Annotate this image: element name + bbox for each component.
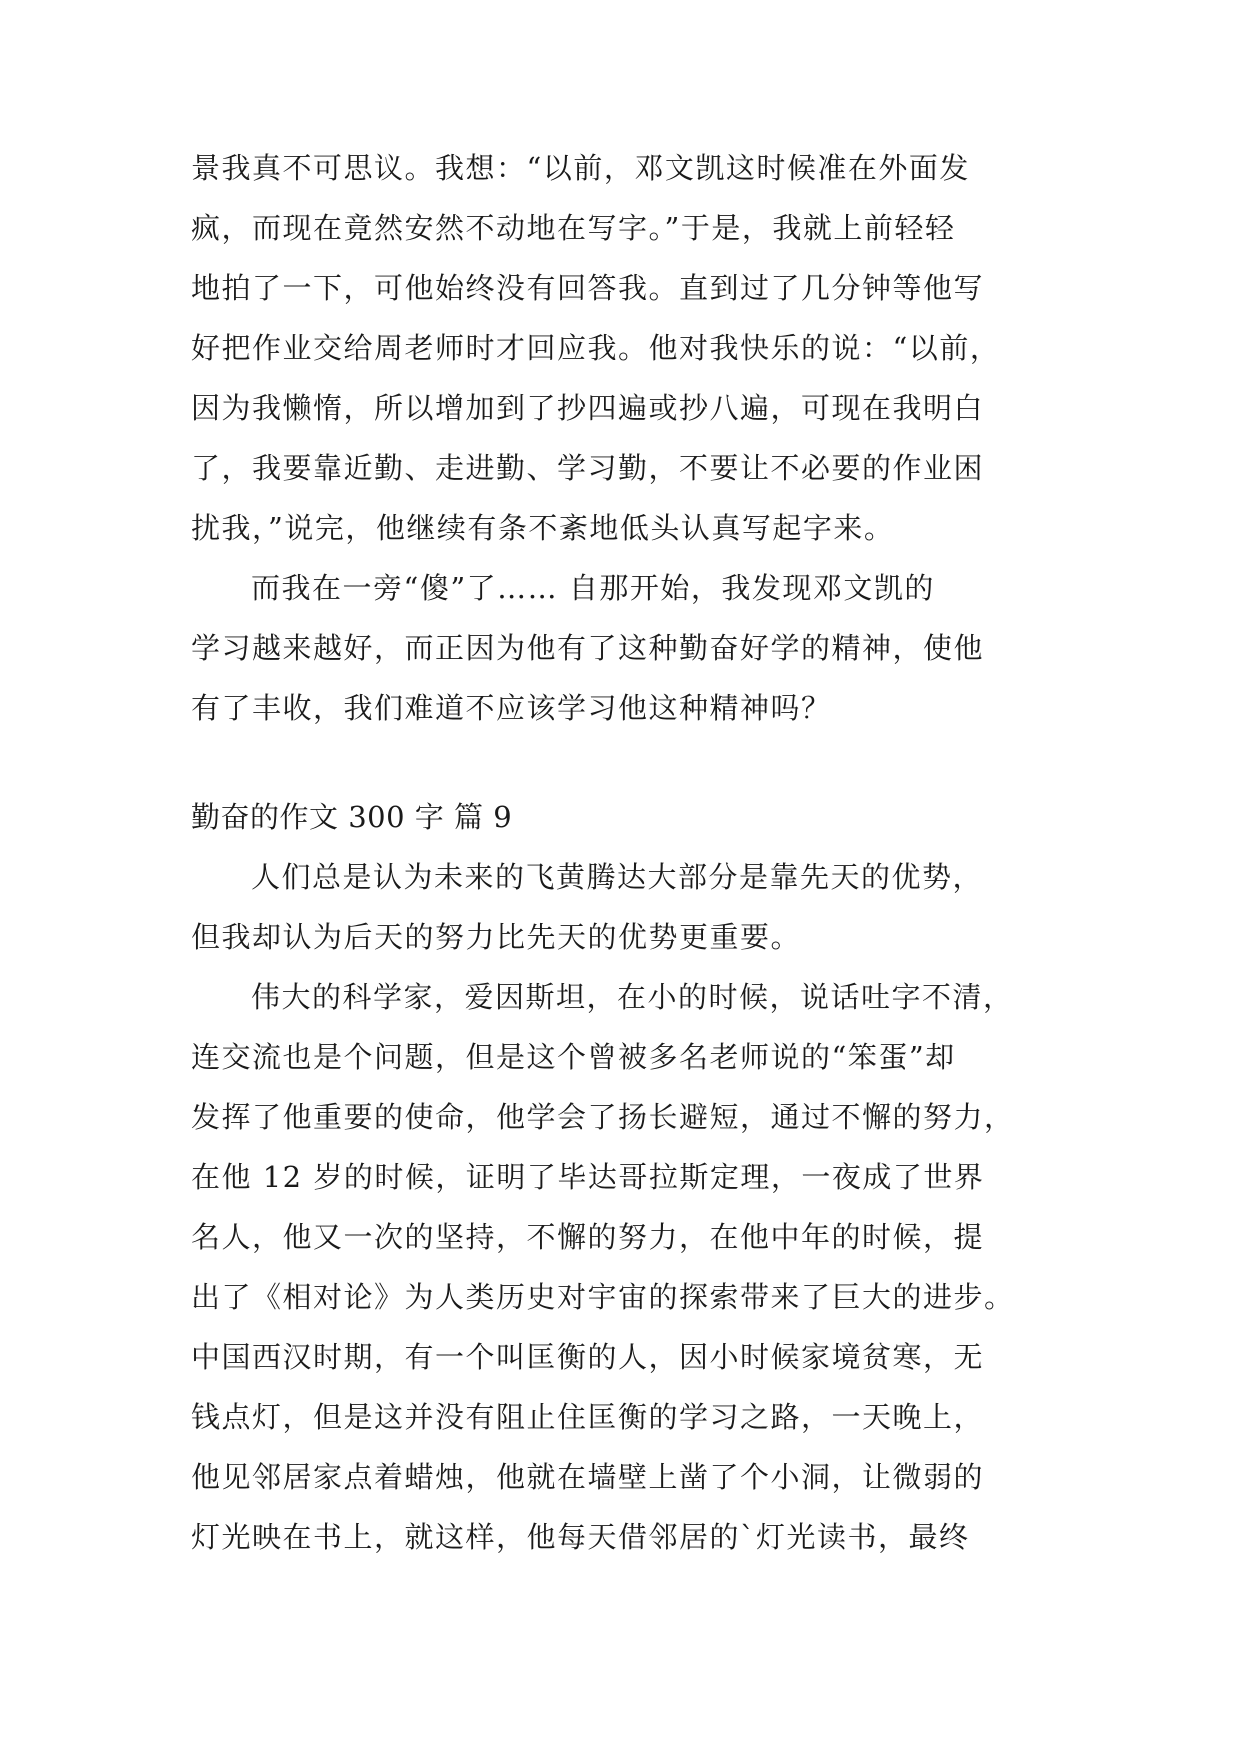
paragraph-first-line: 伟大的科学家，爱因斯坦，在小的时候，说话吐字不清， bbox=[251, 980, 1014, 1014]
text-line: 发挥了他重要的使命，他学会了扬长避短，通过不懈的努力， bbox=[191, 1100, 1015, 1134]
text-line: 扰我，”说完，他继续有条不紊地低头认真写起字来。 bbox=[191, 511, 895, 545]
paragraph-first-line: 而我在一旁“傻”了…… 自那开始，我发现邓文凯的 bbox=[251, 571, 935, 605]
text-line: 出了《相对论》为人类历史对宇宙的探索带来了巨大的进步。 bbox=[191, 1280, 1015, 1314]
section-heading: 勤奋的作文 300 字 篇 9 bbox=[191, 800, 513, 834]
text-line: 名人，他又一次的坚持，不懈的努力，在他中年的时候，提 bbox=[191, 1220, 985, 1254]
text-line: 有了丰收，我们难道不应该学习他这种精神吗？ bbox=[191, 691, 832, 725]
text-line: 灯光映在书上，就这样，他每天借邻居的`灯光读书，最终 bbox=[191, 1520, 970, 1554]
text-line: 在他 12 岁的时候，证明了毕达哥拉斯定理，一夜成了世界 bbox=[191, 1160, 985, 1194]
text-line: 因为我懒惰，所以增加到了抄四遍或抄八遍，可现在我明白 bbox=[191, 391, 985, 425]
paragraph-first-line: 人们总是认为未来的飞黄腾达大部分是靠先天的优势， bbox=[251, 860, 984, 894]
text-line: 钱点灯，但是这并没有阻止住匡衡的学习之路，一天晚上， bbox=[191, 1400, 985, 1434]
text-line: 景我真不可思议。我想：“以前，邓文凯这时候准在外面发 bbox=[191, 151, 970, 185]
text-line: 连交流也是个问题，但是这个曾被多名老师说的“笨蛋”却 bbox=[191, 1040, 956, 1074]
text-line: 好把作业交给周老师时才回应我。他对我快乐的说：“以前， bbox=[191, 331, 1001, 365]
text-line: 中国西汉时期，有一个叫匡衡的人，因小时候家境贫寒，无 bbox=[191, 1340, 985, 1374]
text-line: 疯，而现在竟然安然不动地在写字。”于是，我就上前轻轻 bbox=[191, 211, 956, 245]
text-line: 他见邻居家点着蜡烛，他就在墙壁上凿了个小洞，让微弱的 bbox=[191, 1460, 985, 1494]
text-line: 了，我要靠近勤、走进勤、学习勤，不要让不必要的作业困 bbox=[191, 451, 985, 485]
text-line: 地拍了一下，可他始终没有回答我。直到过了几分钟等他写 bbox=[191, 271, 985, 305]
text-line: 学习越来越好，而正因为他有了这种勤奋好学的精神，使他 bbox=[191, 631, 985, 665]
text-line: 但我却认为后天的努力比先天的优势更重要。 bbox=[191, 920, 802, 954]
